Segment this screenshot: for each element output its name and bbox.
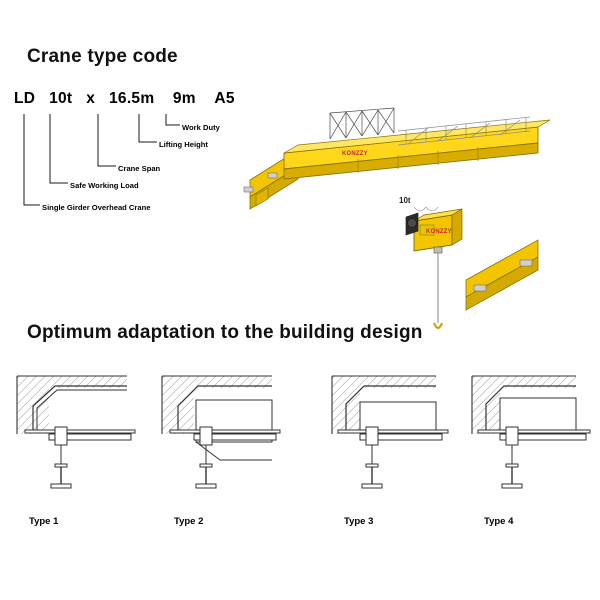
load-marking-label: 10t — [399, 196, 411, 205]
brand-label-girder: KONZZY — [342, 151, 368, 157]
label-crane-span: Crane Span — [118, 164, 161, 173]
caption-type-3: Type 3 — [344, 516, 374, 527]
right-end-carriage — [466, 240, 538, 310]
label-work-duty: Work Duty — [182, 123, 220, 132]
adaptation-type-1 — [15, 372, 145, 527]
festoon-cable — [414, 207, 438, 211]
caption-type-4: Type 4 — [484, 516, 514, 527]
label-lifting-height: Lifting Height — [159, 140, 208, 149]
adaptation-type-3 — [330, 372, 460, 527]
walkway-truss — [330, 108, 394, 139]
label-safe-working-load: Safe Working Load — [70, 181, 139, 190]
hoist-rope — [434, 253, 442, 328]
page-title-crane-type-code: Crane type code — [27, 46, 178, 67]
code-token-span: 16.5m — [108, 90, 155, 107]
crane-illustration — [238, 95, 598, 340]
code-token-x: x — [86, 90, 96, 107]
adaptation-type-4 — [470, 372, 600, 527]
brand-label-hoist: KONZZY — [426, 229, 452, 235]
code-token-ld: LD — [14, 90, 36, 107]
adaptation-type-2 — [160, 372, 290, 527]
code-token-swl: 10t — [49, 90, 73, 107]
caption-type-2: Type 2 — [174, 516, 204, 527]
caption-type-1: Type 1 — [29, 516, 59, 527]
page-title-optimum-adaptation: Optimum adaptation to the building design — [27, 322, 423, 343]
code-token-duty: A5 — [214, 90, 235, 107]
type-code-block — [14, 90, 254, 225]
label-single-girder-overhead-crane: Single Girder Overhead Crane — [42, 203, 151, 212]
code-token-lift: 9m — [172, 90, 196, 107]
